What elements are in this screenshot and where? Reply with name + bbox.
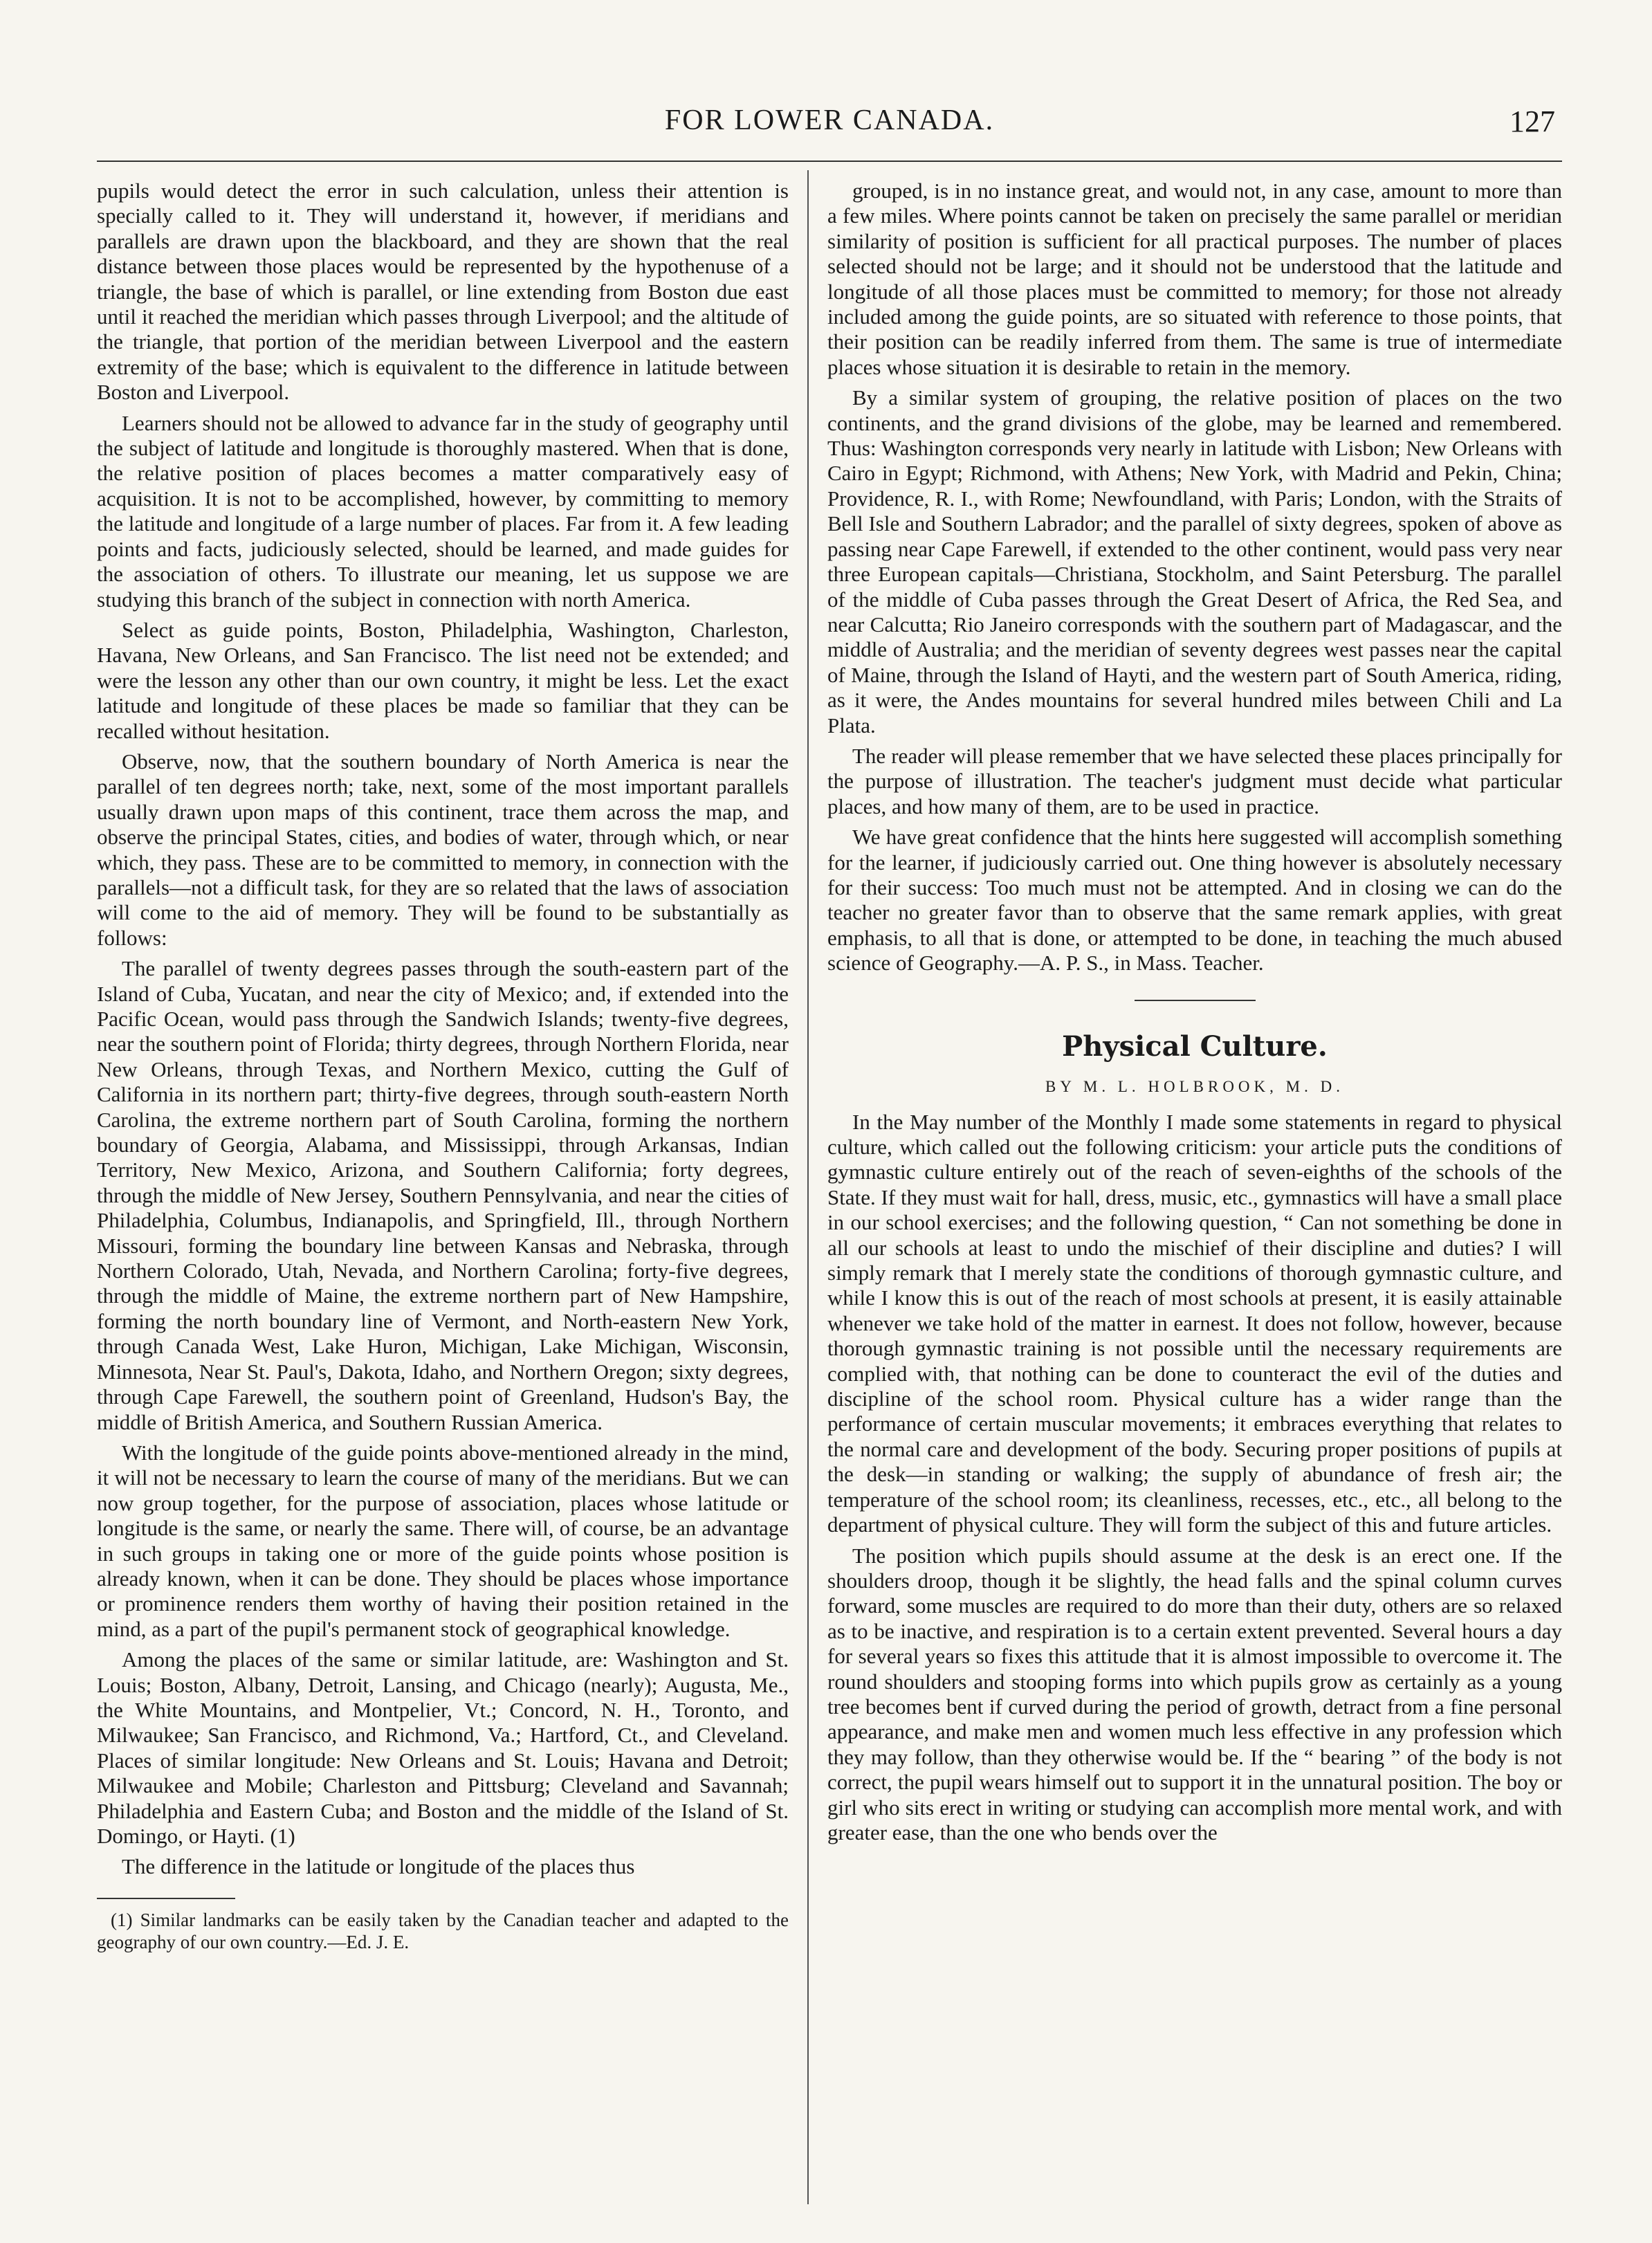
paragraph: The reader will please remember that we have selected these places principally for the purpose of illustration. The teacher's judgment must decide what particular places, and how many of them, are to be used in practice. bbox=[827, 743, 1562, 818]
right-column bbox=[827, 178, 1562, 1851]
paragraph: Among the places of the same or similar latitude, are: Washington and St. Louis; Boston, Albany, Detroit, Lansing, and Chicago (nearly); Augusta, Me., the White Mountains, and Montpelier, Vt.; Concord, N. H., Toronto, and Milwaukee; San Francisco, and Richmond, Va.; Hartford, Ct., and Cleveland. Places of similar longitude: New Orleans and St. Louis; Havana and Detroit; Milwaukee and Mobile; Charleston and Pittsburg; Cleveland and Savannah; Philadelphia and Eastern Cuba; and Boston and the middle of the Island of St. Domingo, or Hayti. (1) bbox=[97, 1647, 789, 1848]
footnote-text: (1) Similar landmarks can be easily taken by the Canadian teacher and adapted to the geography of our own country.—Ed. J. E. bbox=[97, 1909, 789, 1952]
section-title: Physical Culture. bbox=[1062, 1029, 1328, 1063]
footnote bbox=[97, 1909, 789, 1953]
left-column bbox=[97, 178, 789, 1953]
paragraph: Observe, now, that the southern boundary of North America is near the parallel of ten degrees north; take, next, some of the most important parallels usually drawn upon maps of this continent, trace them across the map, and observe the principal States, cities, and bodies of water, through which, or near which, they pass. These are to be committed to memory, in connection with the parallels—not a difficult task, for they are so related that the laws of association will come to the aid of memory. They will be found to be substantially as follows: bbox=[97, 749, 789, 950]
page-number: 127 bbox=[1509, 104, 1555, 138]
paragraph: The parallel of twenty degrees passes through the south-eastern part of the Island of Cuba, Yucatan, and near the city of Mexico; and, if extended into the Pacific Ocean, would pass through the Sandwich Islands; twenty-five degrees, near the southern point of Florida; thirty degrees, through Northern Florida, near New Orleans, through Texas, and Northern Mexico, cutting the Gulf of California in its northern part; thirty-five degrees, through south-eastern North Carolina, the extreme northern part of South Carolina, forming the northern boundary of Georgia, Alabama, and Mississippi, through Arkansas, Indian Territory, New Mexico, Arizona, and Southern California; forty degrees, through the middle of New Jersey, Southern Pennsylvania, and near the cities of Philadelphia, Columbus, Indianapolis, and Springfield, Ill., through Northern Missouri, forming the boundary line between Kansas and Nebraska, through Northern Colorado, Utah, Nevada, and Northern Carolina; forty-five degrees, through the middle of Maine, the extreme northern part of New Hampshire, forming the north boundary line of Vermont, and North-eastern New York, through Canada West, Lake Huron, Michigan, Lake Michigan, Wisconsin, Minnesota, Near St. Paul's, Dakota, Idaho, and Northern Oregon; sixty degrees, through Cape Farewell, the southern point of Greenland, Hudson's Bay, the middle of British America, and Southern Russian America. bbox=[97, 956, 789, 1434]
paragraph: grouped, is in no instance great, and would not, in any case, amount to more than a few miles. Where points cannot be taken on precisely the same parallel or meridian similarity of position is sufficient for all practical purposes. The number of places selected should not be large; and it should not be understood that the latitude and longitude of all those places must be committed to memory; for those not already included among the guide points, are so situated with reference to those points, that their position can be readily inferred from them. The same is true of intermediate places whose situation it is desirable to retain in the memory. bbox=[827, 178, 1562, 379]
paragraph: The difference in the latitude or longitude of the places thus bbox=[122, 1854, 635, 1879]
footnote-rule bbox=[97, 1898, 235, 1899]
section-rule bbox=[1135, 1000, 1256, 1001]
paragraph: In the May number of the Monthly I made some statements in regard to physical culture, which called out the following criticism: your article puts the conditions of gymnastic culture entirely out of the reach of seven-eighths of the schools of the State. If they must wait for hall, dress, music, etc., gymnastics will have a small place in our school exercises; and the following question, “ Can not something be done in all our schools at least to undo the mischief of their discipline and duties? I will simply remark that I merely state the conditions of thorough gymnastic culture, and while I know this is out of the reach of most schools at present, it is easily attainable whenever we take hold of the matter in earnest. It does not follow, however, because thorough gymnastic training is not possible until the necessary requirements are complied with, that nothing can be done to counteract the evil of the duties and discipline of the school room. Physical culture has a wider range than the performance of certain muscular movements; it embraces everything that relates to the normal care and development of the body. Securing proper positions of pupils at the desk—in standing or walking; the supply of abundance of fresh air; the temperature of the school room; its cleanliness, recesses, etc., etc., all belong to the department of physical culture. They will form the subject of this and future articles. bbox=[827, 1109, 1562, 1537]
paragraph: Select as guide points, Boston, Philadelphia, Washington, Charleston, Havana, New Orleans, and San Francisco. The list need not be extended; and were the lesson any other than our own country, it might be less. Let the exact latitude and longitude of these places be made so familiar that they can be recalled without hesitation. bbox=[97, 617, 789, 743]
column-divider bbox=[807, 170, 809, 2204]
paragraph: The position which pupils should assume at the desk is an erect one. If the shoulders droop, though it be slightly, the head falls and the spinal column curves forward, some muscles are required to do more than their duty, others are so relaxed as to be inactive, and respiration is to a certain extent prevented. Several hours a day for several years so fixes this attitude that it is almost impossible to overcome it. The round shoulders and stooping forms into which pupils grow as certainly as a young tree becomes bent if curved during the period of growth, detract from a fine personal appearance, and make men and women much less effective in any profession which they may follow, than they otherwise would be. If the “ bearing ” of the body is not correct, the pupil wears himself out to support it in the unnatural position. The boy or girl who sits erect in writing or studying can accomplish more mental work, and with greater ease, than the one who bends over the bbox=[827, 1543, 1562, 1844]
paragraph: Learners should not be allowed to advance far in the study of geography until the subject of latitude and longitude is thoroughly mastered. When that is done, the relative position of places becomes a matter comparatively easy of acquisition. It is not to be accomplished, however, by committing to memory the latitude and longitude of a large number of places. Far from it. A few leading points and facts, judiciously selected, should be learned, and made guides for the association of others. To illustrate our meaning, let us suppose we are studying this branch of the subject in connection with north America. bbox=[97, 410, 789, 612]
paragraph: pupils would detect the error in such calculation, unless their attention is specially called to it. They will understand it, however, if meridians and parallels are drawn upon the blackboard, and they are shown that the real distance between those places would be represented by the hypothenuse of a triangle, the base of which is parallel, or line extending from Boston due east until it reached the meridian which passes through Liverpool; and the altitude of the triangle, that portion of the meridian between Liverpool and the eastern extremity of the base; which is equivalent to the difference in latitude between Boston and Liverpool. bbox=[97, 178, 789, 405]
running-header bbox=[97, 104, 1562, 145]
header-rule bbox=[97, 161, 1562, 162]
paragraph: With the longitude of the guide points above-mentioned already in the mind, it will not be necessary to learn the course of many of the meridians. But we can now group together, for the purpose of association, places whose latitude or longitude is the same, or nearly the same. There will, of course, be an advantage in such groups in taking one or more of the guide points whose position is already known, when it can be done. They should be places whose importance or prominence renders them worthy of having their position retained in the mind, as a part of the pupil's permanent stock of geographical knowledge. bbox=[97, 1440, 789, 1641]
running-title: FOR LOWER CANADA. bbox=[664, 104, 995, 136]
paragraph: We have great confidence that the hints here suggested will accomplish something for the learner, if judiciously carried out. One thing however is absolutely necessary for their success: Too much must not be attempted. And in closing we can do the teacher no greater favor than to observe that the same remark applies, with great emphasis, to all that is done, or attempted to be done, in teaching the much abused science of Geography.—A. P. S., in Mass. Teacher. bbox=[827, 825, 1562, 976]
byline: BY M. L. HOLBROOK, M. D. bbox=[1045, 1077, 1344, 1095]
paragraph: By a similar system of grouping, the relative position of places on the two continents, and the grand divisions of the globe, may be learned and remembered. Thus: Washington corresponds very nearly in latitude with Lisbon; New Orleans with Cairo in Egypt; Richmond, with Athens; New York, with Madrid and Pekin, China; Providence, R. I., with Rome; Newfoundland, with Paris; London, with the Straits of Bell Isle and Southern Labrador; and the parallel of sixty degrees, spoken of above as passing near Cape Farewell, if extended to the other continent, would pass very near three European capitals—Christiana, Stockholm, and Saint Petersburg. The parallel of the middle of Cuba passes through the Great Desert of Africa, the Red Sea, and near Calcutta; Rio Janeiro corresponds with the southern part of Madagascar, and the middle of Australia; and the meridian of seventy degrees west passes near the capital of Maine, through the Island of Hayti, and the western part of South America, riding, as it were, the Andes mountains for several hundred miles between Chili and La Plata. bbox=[827, 385, 1562, 738]
